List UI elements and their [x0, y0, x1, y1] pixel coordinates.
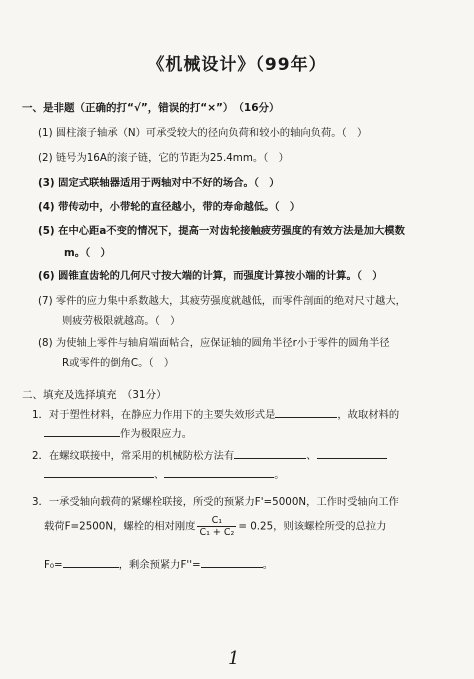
- s1-item-3: (3) 固定式联轴器适用于两轴对中不好的场合。（ ）: [38, 177, 280, 189]
- s2-q3-text-c: = 0.25，则该螺栓所受的总拉力: [238, 520, 387, 533]
- section-1-heading: 一、是非题（正确的打“√”，错误的打“×”） （16分）: [22, 102, 280, 114]
- s1-item-8a: (8) 为使轴上零件与轴肩端面帖合，应保证轴的圆角半径r小于零件的圆角半径: [38, 337, 390, 349]
- section-2-heading: 二、填充及选择填充 （31分）: [22, 389, 167, 401]
- s1-item-8b: R或零件的倒角C。（ ）: [62, 357, 175, 369]
- s2-q3-line2: [44, 515, 386, 538]
- s2-q1-text-a: 1．对于塑性材料，在静应力作用下的主要失效形式是: [32, 409, 276, 421]
- s1-item-5b: m。（ ）: [64, 247, 111, 259]
- s2-q2-text: 2．在螺纹联接中，常采用的机械防松方法有: [32, 450, 235, 462]
- s1-item-4: (4) 带传动中，小带轮的直径越小，带的寿命越低。（ ）: [38, 201, 301, 213]
- s2-q2-blank-3[interactable]: [44, 467, 154, 478]
- s1-item-5a: (5) 在中心距a不变的情况下，提高一对齿轮接触疲劳强度的有效方法是加大模数: [38, 225, 405, 237]
- page-title: 《机械设计》（99年）: [147, 55, 327, 75]
- s2-q2-sep-1: 、: [306, 450, 317, 462]
- s2-q1-text-b: ，故取材料的: [337, 409, 400, 421]
- page-number-mark: 1: [228, 648, 240, 669]
- s2-q2-line1: [32, 447, 387, 462]
- s2-q2-line2: [44, 466, 285, 481]
- s2-q2-blank-1[interactable]: [234, 448, 306, 459]
- s2-q1-line2: [44, 425, 192, 440]
- s1-item-6: (6) 圆锥直齿轮的几何尺寸按大端的计算，而强度计算按小端的计算。（ ）: [38, 270, 383, 282]
- s2-q2-end: 。: [274, 469, 285, 481]
- s2-q3-line3: [44, 556, 273, 571]
- s2-q2-blank-4[interactable]: [164, 467, 274, 478]
- s2-q1-blank-1[interactable]: [275, 407, 337, 418]
- s1-item-7a: (7) 零件的应力集中系数越大，其疲劳强度就越低，而零件剖面的绝对尺寸越大，: [38, 295, 406, 307]
- stiffness-fraction: [197, 515, 236, 538]
- s2-q3-text-d: F₀=: [44, 559, 63, 571]
- s1-item-2: (2) 链号为16A的滚子链，它的节距为25.4mm。（ ）: [38, 152, 289, 164]
- s2-q3-line1: 3．一承受轴向载荷的紧螺栓联接，所受的预紧力F'=5000N，工作时受轴向工作: [32, 496, 399, 508]
- s2-q2-sep-2: 、: [154, 469, 165, 481]
- s2-q3-text-b: 载荷F=2500N，螺栓的相对刚度: [44, 520, 196, 533]
- s2-q1-line1: [32, 406, 399, 421]
- s2-q3-blank-1[interactable]: [63, 557, 119, 568]
- s2-q1-text-c: 作为极限应力。: [120, 428, 193, 440]
- s2-q1-blank-2[interactable]: [44, 426, 120, 437]
- s2-q2-blank-2[interactable]: [317, 448, 387, 459]
- s1-item-1: (1) 圆柱滚子轴承（N）可承受较大的径向负荷和较小的轴向负荷。（ ）: [38, 127, 368, 139]
- s2-q3-blank-2[interactable]: [201, 557, 263, 568]
- s2-q3-text-f: 。: [262, 559, 273, 571]
- fraction-numerator: C₁: [197, 515, 236, 527]
- s2-q3-text-e: ，剩余预紧力F''=: [118, 559, 201, 571]
- fraction-denominator: C₁ + C₂: [199, 527, 235, 538]
- s1-item-7b: 则疲劳极限就越高。（ ）: [62, 315, 181, 327]
